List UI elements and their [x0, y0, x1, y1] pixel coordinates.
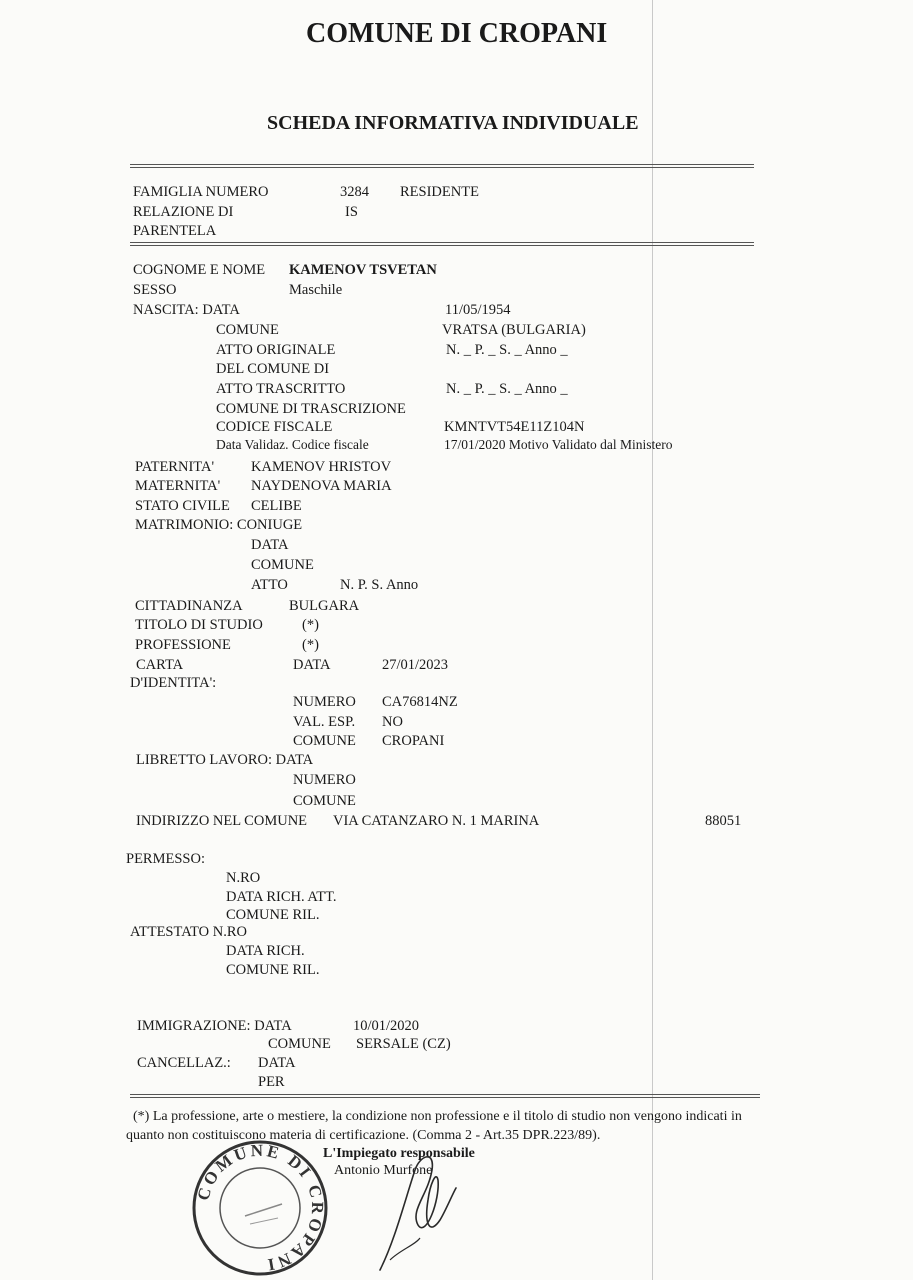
atto-trascritto-label: ATTO TRASCRITTO [216, 381, 346, 397]
relazione-label-2: PARENTELA [133, 223, 217, 239]
indirizzo-value: VIA CATANZARO N. 1 MARINA [333, 813, 540, 829]
municipal-stamp-icon [190, 1138, 330, 1278]
carta-label-2: D'IDENTITA': [130, 675, 217, 691]
cancellazione-label: CANCELLAZ.: [137, 1055, 231, 1071]
del-comune-label: DEL COMUNE DI [216, 361, 330, 377]
relazione-label-1: RELAZIONE DI [133, 204, 234, 220]
attestato-data-rich-label: DATA RICH. [226, 943, 305, 959]
atto-trascritto-value: N. _ P. _ S. _ Anno _ [446, 381, 568, 397]
famiglia-numero-label: FAMIGLIA NUMERO [133, 184, 269, 200]
municipality-title: COMUNE DI CROPANI [306, 18, 608, 49]
paternita-value: KAMENOV HRISTOV [251, 459, 392, 475]
codice-fiscale-label: CODICE FISCALE [216, 419, 333, 435]
matrimonio-label: MATRIMONIO: CONIUGE [135, 517, 303, 533]
stato-civile-label: STATO CIVILE [135, 498, 230, 514]
atto-originale-value: N. _ P. _ S. _ Anno _ [446, 342, 568, 358]
libretto-numero-label: NUMERO [293, 772, 356, 788]
impiegato-name: Antonio Murfone [334, 1163, 433, 1178]
indirizzo-cap: 88051 [705, 813, 742, 829]
atto-originale-label: ATTO ORIGINALE [216, 342, 336, 358]
nascita-comune-value: VRATSA (BULGARIA) [442, 322, 586, 338]
cf-validazione-label: Data Validaz. Codice fiscale [216, 437, 369, 452]
famiglia-numero-value: 3284 [340, 184, 369, 200]
immigrazione-label: IMMIGRAZIONE: DATA [137, 1018, 292, 1034]
footer-note-line-1: (*) La professione, arte o mestiere, la condizione non professione e il titolo di studio non vengono indicati in [133, 1109, 742, 1124]
cognome-value: KAMENOV TSVETAN [289, 262, 437, 278]
separator-line [130, 242, 754, 246]
maternita-label: MATERNITA' [135, 478, 221, 494]
titolo-studio-label: TITOLO DI STUDIO [135, 617, 263, 633]
matrimonio-comune-label: COMUNE [251, 557, 314, 573]
matrimonio-data-label: DATA [251, 537, 289, 553]
libretto-comune-label: COMUNE [293, 793, 356, 809]
matrimonio-atto-value: N. P. S. Anno [340, 577, 419, 593]
permesso-nro-label: N.RO [226, 870, 261, 886]
carta-comune-value: CROPANI [382, 733, 445, 749]
carta-val-label: VAL. ESP. [293, 714, 356, 730]
carta-data-value: 27/01/2023 [382, 657, 449, 673]
permesso-data-rich-att-label: DATA RICH. ATT. [226, 889, 337, 905]
separator-line [130, 164, 754, 168]
titolo-studio-value: (*) [302, 617, 319, 633]
maternita-value: NAYDENOVA MARIA [251, 478, 392, 494]
sesso-value: Maschile [289, 282, 343, 298]
footer-note-line-2: quanto non costituiscono materia di certificazione. (Comma 2 - Art.35 DPR.223/89). [126, 1128, 601, 1143]
carta-numero-label: NUMERO [293, 694, 356, 710]
matrimonio-atto-label: ATTO [251, 577, 288, 593]
codice-fiscale-value: KMNTVT54E11Z104N [444, 419, 585, 435]
professione-value: (*) [302, 637, 319, 653]
nascita-comune-label: COMUNE [216, 322, 279, 338]
attestato-comune-ril-label: COMUNE RIL. [226, 962, 320, 978]
document-subtitle: SCHEDA INFORMATIVA INDIVIDUALE [267, 112, 639, 134]
immigrazione-comune-label: COMUNE [268, 1036, 331, 1052]
carta-label-1: CARTA [136, 657, 184, 673]
cancellazione-per-label: PER [258, 1074, 285, 1090]
immigrazione-comune-value: SERSALE (CZ) [356, 1036, 451, 1052]
paternita-label: PATERNITA' [135, 459, 215, 475]
nascita-data-value: 11/05/1954 [445, 302, 511, 318]
cf-validazione-value: 17/01/2020 Motivo Validato dal Ministero [444, 437, 673, 452]
carta-data-label: DATA [293, 657, 331, 673]
carta-comune-label: COMUNE [293, 733, 356, 749]
carta-numero-value: CA76814NZ [382, 694, 458, 710]
impiegato-label: L'Impiegato responsabile [323, 1146, 475, 1161]
residente-label: RESIDENTE [400, 184, 479, 200]
nascita-label: NASCITA: DATA [133, 302, 240, 318]
sesso-label: SESSO [133, 282, 177, 298]
carta-val-value: NO [382, 714, 403, 730]
page-fold-line [652, 0, 653, 1280]
separator-line [130, 1094, 760, 1098]
cittadinanza-label: CITTADINANZA [135, 598, 243, 614]
signature-icon [360, 1140, 480, 1280]
cognome-label: COGNOME E NOME [133, 262, 266, 278]
indirizzo-label: INDIRIZZO NEL COMUNE [136, 813, 308, 829]
immigrazione-data-value: 10/01/2020 [353, 1018, 420, 1034]
stato-civile-value: CELIBE [251, 498, 302, 514]
libretto-label: LIBRETTO LAVORO: DATA [136, 752, 314, 768]
attestato-label: ATTESTATO N.RO [130, 924, 247, 940]
cittadinanza-value: BULGARA [289, 598, 360, 614]
permesso-comune-ril-label: COMUNE RIL. [226, 907, 320, 923]
cancellazione-data-label: DATA [258, 1055, 296, 1071]
relazione-value: IS [345, 204, 358, 220]
permesso-label: PERMESSO: [126, 851, 205, 867]
stamp-text: COMUNE DI CROPANI [193, 1140, 328, 1275]
comune-trascrizione-label: COMUNE DI TRASCRIZIONE [216, 401, 406, 417]
professione-label: PROFESSIONE [135, 637, 231, 653]
